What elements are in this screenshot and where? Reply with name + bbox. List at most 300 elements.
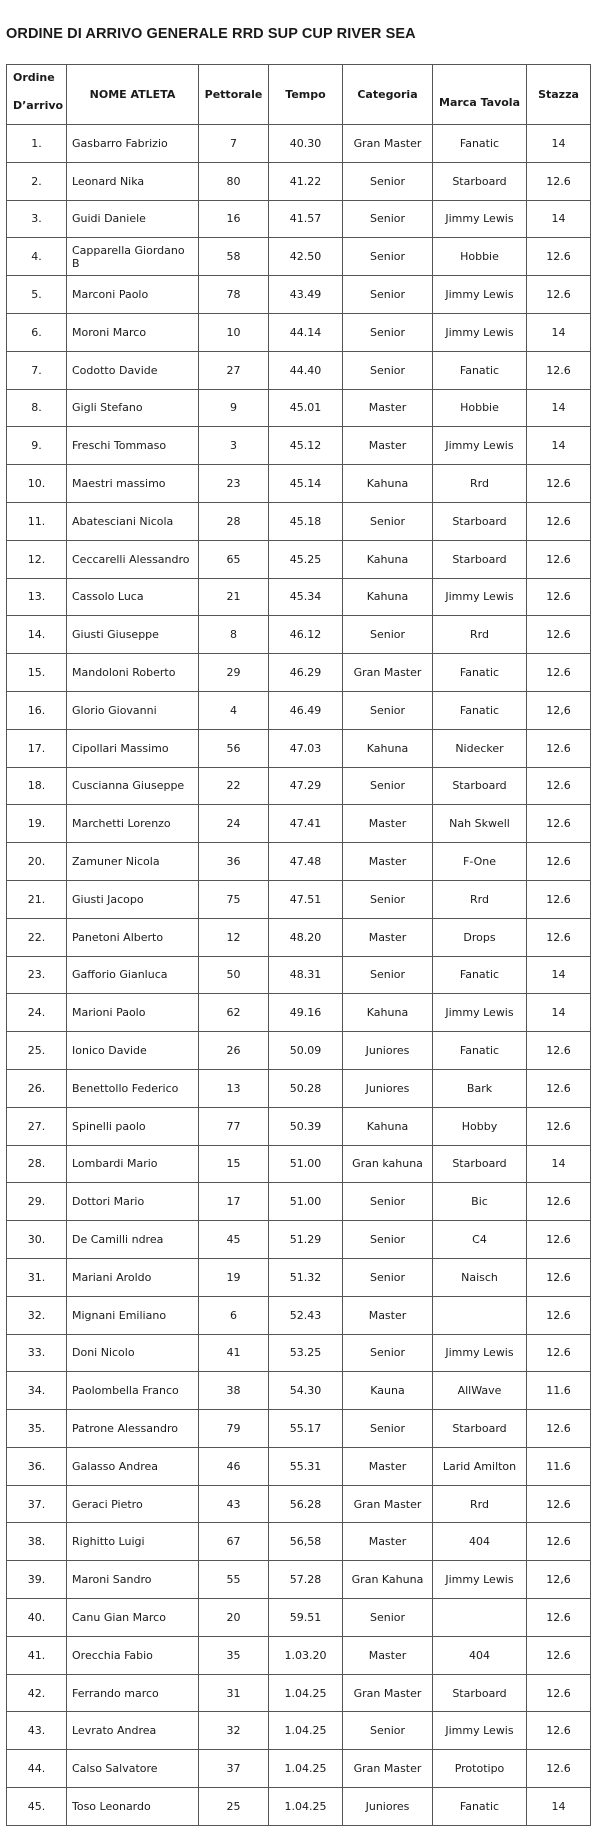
cell-ordine: 38. [7, 1523, 67, 1561]
cell-marca: Hobbie [433, 390, 527, 428]
cell-categoria: Gran Kahuna [343, 1561, 433, 1599]
cell-tempo: 55.31 [269, 1448, 343, 1486]
cell-ordine: 19. [7, 805, 67, 843]
table-row [7, 390, 591, 428]
cell-categoria: Senior [343, 1221, 433, 1259]
cell-stazza: 14 [527, 994, 591, 1032]
cell-stazza: 12.6 [527, 276, 591, 314]
cell-tempo: 1.04.25 [269, 1712, 343, 1750]
table-row [7, 957, 591, 995]
cell-tempo: 42.50 [269, 238, 343, 276]
cell-tempo: 56,58 [269, 1523, 343, 1561]
table-row [7, 1221, 591, 1259]
header-row [7, 65, 591, 125]
table-row [7, 1372, 591, 1410]
table-row [7, 805, 591, 843]
cell-marca: Fanatic [433, 352, 527, 390]
cell-ordine: 35. [7, 1410, 67, 1448]
cell-ordine: 27. [7, 1108, 67, 1146]
cell-tempo: 51.29 [269, 1221, 343, 1259]
cell-nome: Maestri massimo [67, 465, 199, 503]
cell-ordine: 25. [7, 1032, 67, 1070]
cell-marca: Larid Amilton [433, 1448, 527, 1486]
cell-stazza: 14 [527, 201, 591, 239]
cell-marca: Starboard [433, 163, 527, 201]
cell-categoria: Master [343, 1523, 433, 1561]
cell-nome: De Camilli ndrea [67, 1221, 199, 1259]
cell-marca: Rrd [433, 616, 527, 654]
cell-marca: Starboard [433, 1410, 527, 1448]
cell-tempo: 51.00 [269, 1183, 343, 1221]
header-ordine-line2: D’arrivo [13, 99, 64, 112]
cell-stazza: 12.6 [527, 1637, 591, 1675]
cell-tempo: 1.03.20 [269, 1637, 343, 1675]
cell-marca: Jimmy Lewis [433, 994, 527, 1032]
cell-stazza: 12.6 [527, 730, 591, 768]
cell-pettorale: 35 [199, 1637, 269, 1675]
cell-tempo: 47.29 [269, 768, 343, 806]
cell-stazza: 11.6 [527, 1372, 591, 1410]
cell-pettorale: 37 [199, 1750, 269, 1788]
table-row [7, 1183, 591, 1221]
cell-nome: Calso Salvatore [67, 1750, 199, 1788]
cell-pettorale: 55 [199, 1561, 269, 1599]
table-row [7, 352, 591, 390]
cell-tempo: 1.04.25 [269, 1675, 343, 1713]
cell-pettorale: 78 [199, 276, 269, 314]
cell-categoria: Senior [343, 692, 433, 730]
cell-marca: F-One [433, 843, 527, 881]
cell-categoria: Gran Master [343, 1486, 433, 1524]
cell-nome: Orecchia Fabio [67, 1637, 199, 1675]
cell-stazza: 12.6 [527, 805, 591, 843]
cell-stazza: 12.6 [527, 768, 591, 806]
cell-pettorale: 19 [199, 1259, 269, 1297]
cell-ordine: 2. [7, 163, 67, 201]
cell-ordine: 24. [7, 994, 67, 1032]
cell-categoria: Senior [343, 881, 433, 919]
cell-ordine: 13. [7, 579, 67, 617]
cell-categoria: Senior [343, 238, 433, 276]
cell-ordine: 5. [7, 276, 67, 314]
table-row [7, 768, 591, 806]
cell-nome: Abatesciani Nicola [67, 503, 199, 541]
cell-tempo: 41.57 [269, 201, 343, 239]
table-row [7, 919, 591, 957]
cell-ordine: 45. [7, 1788, 67, 1826]
table-row [7, 1523, 591, 1561]
cell-pettorale: 17 [199, 1183, 269, 1221]
cell-ordine: 28. [7, 1146, 67, 1184]
cell-categoria: Senior [343, 1335, 433, 1373]
cell-nome: Mariani Aroldo [67, 1259, 199, 1297]
cell-categoria: Kahuna [343, 1108, 433, 1146]
cell-stazza: 12.6 [527, 465, 591, 503]
table-row [7, 730, 591, 768]
header-ordine [7, 65, 67, 125]
cell-nome: Zamuner Nicola [67, 843, 199, 881]
cell-marca: Hobbie [433, 238, 527, 276]
cell-pettorale: 56 [199, 730, 269, 768]
cell-categoria: Senior [343, 201, 433, 239]
cell-stazza: 12.6 [527, 1259, 591, 1297]
cell-stazza: 12.6 [527, 843, 591, 881]
cell-ordine: 41. [7, 1637, 67, 1675]
cell-marca: Jimmy Lewis [433, 1712, 527, 1750]
cell-tempo: 1.04.25 [269, 1750, 343, 1788]
cell-ordine: 4. [7, 238, 67, 276]
cell-ordine: 20. [7, 843, 67, 881]
cell-marca: Bic [433, 1183, 527, 1221]
cell-categoria: Kahuna [343, 579, 433, 617]
cell-categoria: Gran Master [343, 125, 433, 163]
cell-tempo: 45.18 [269, 503, 343, 541]
cell-categoria: Kauna [343, 1372, 433, 1410]
cell-stazza: 12.6 [527, 616, 591, 654]
table-row [7, 1259, 591, 1297]
table-row [7, 503, 591, 541]
cell-ordine: 16. [7, 692, 67, 730]
cell-tempo: 1.04.25 [269, 1788, 343, 1826]
cell-categoria: Juniores [343, 1032, 433, 1070]
cell-ordine: 29. [7, 1183, 67, 1221]
cell-stazza: 12.6 [527, 1486, 591, 1524]
cell-ordine: 39. [7, 1561, 67, 1599]
cell-nome: Ceccarelli Alessandro [67, 541, 199, 579]
cell-nome: Panetoni Alberto [67, 919, 199, 957]
cell-nome: Guidi Daniele [67, 201, 199, 239]
table-row [7, 1448, 591, 1486]
table-row [7, 314, 591, 352]
cell-pettorale: 50 [199, 957, 269, 995]
table-row [7, 1108, 591, 1146]
cell-categoria: Senior [343, 503, 433, 541]
cell-ordine: 12. [7, 541, 67, 579]
cell-nome: Gafforio Gianluca [67, 957, 199, 995]
cell-nome: Cuscianna Giuseppe [67, 768, 199, 806]
cell-tempo: 40.30 [269, 125, 343, 163]
cell-nome: Galasso Andrea [67, 1448, 199, 1486]
cell-categoria: Senior [343, 352, 433, 390]
cell-categoria: Kahuna [343, 730, 433, 768]
cell-pettorale: 32 [199, 1712, 269, 1750]
cell-marca: Starboard [433, 541, 527, 579]
cell-marca: Jimmy Lewis [433, 314, 527, 352]
cell-pettorale: 6 [199, 1297, 269, 1335]
table-row [7, 163, 591, 201]
cell-ordine: 33. [7, 1335, 67, 1373]
cell-marca: Starboard [433, 1146, 527, 1184]
cell-marca: 404 [433, 1637, 527, 1675]
cell-pettorale: 36 [199, 843, 269, 881]
cell-categoria: Senior [343, 1410, 433, 1448]
cell-tempo: 47.41 [269, 805, 343, 843]
cell-nome: Cipollari Massimo [67, 730, 199, 768]
cell-pettorale: 75 [199, 881, 269, 919]
cell-nome: Gigli Stefano [67, 390, 199, 428]
cell-marca [433, 1297, 527, 1335]
cell-stazza: 12.6 [527, 1297, 591, 1335]
cell-nome: Codotto Davide [67, 352, 199, 390]
cell-nome: Paolombella Franco [67, 1372, 199, 1410]
cell-nome: Capparella Giordano B [67, 238, 199, 276]
cell-stazza: 14 [527, 390, 591, 428]
cell-ordine: 9. [7, 427, 67, 465]
cell-tempo: 47.03 [269, 730, 343, 768]
cell-categoria: Juniores [343, 1788, 433, 1826]
cell-categoria: Senior [343, 276, 433, 314]
cell-pettorale: 25 [199, 1788, 269, 1826]
cell-categoria: Gran Master [343, 1675, 433, 1713]
table-row [7, 1712, 591, 1750]
table-row [7, 1335, 591, 1373]
table-row [7, 1032, 591, 1070]
cell-pettorale: 21 [199, 579, 269, 617]
table-row [7, 654, 591, 692]
cell-categoria: Master [343, 427, 433, 465]
cell-stazza: 12.6 [527, 919, 591, 957]
cell-tempo: 43.49 [269, 276, 343, 314]
cell-stazza: 12.6 [527, 1410, 591, 1448]
cell-nome: Toso Leonardo [67, 1788, 199, 1826]
cell-nome: Marchetti Lorenzo [67, 805, 199, 843]
cell-tempo: 56.28 [269, 1486, 343, 1524]
cell-marca: Rrd [433, 465, 527, 503]
cell-nome: Marconi Paolo [67, 276, 199, 314]
cell-marca: Jimmy Lewis [433, 276, 527, 314]
table-row [7, 1146, 591, 1184]
cell-categoria: Master [343, 1448, 433, 1486]
table-row [7, 465, 591, 503]
cell-pettorale: 79 [199, 1410, 269, 1448]
table-row [7, 1750, 591, 1788]
cell-tempo: 46.12 [269, 616, 343, 654]
table-row [7, 1675, 591, 1713]
cell-tempo: 46.49 [269, 692, 343, 730]
cell-stazza: 12.6 [527, 1108, 591, 1146]
cell-pettorale: 26 [199, 1032, 269, 1070]
cell-stazza: 14 [527, 1788, 591, 1826]
cell-nome: Benettollo Federico [67, 1070, 199, 1108]
cell-stazza: 12,6 [527, 692, 591, 730]
cell-stazza: 12.6 [527, 881, 591, 919]
header-pettorale: Pettorale [199, 65, 269, 125]
cell-nome: Doni Nicolo [67, 1335, 199, 1373]
cell-marca: Nidecker [433, 730, 527, 768]
cell-stazza: 12.6 [527, 579, 591, 617]
cell-ordine: 6. [7, 314, 67, 352]
cell-stazza: 12.6 [527, 1750, 591, 1788]
cell-marca: Jimmy Lewis [433, 1335, 527, 1373]
cell-pettorale: 27 [199, 352, 269, 390]
cell-ordine: 21. [7, 881, 67, 919]
table-row [7, 276, 591, 314]
cell-categoria: Master [343, 390, 433, 428]
cell-ordine: 18. [7, 768, 67, 806]
cell-nome: Ferrando marco [67, 1675, 199, 1713]
cell-marca: Fanatic [433, 1788, 527, 1826]
cell-marca: C4 [433, 1221, 527, 1259]
cell-stazza: 12.6 [527, 1523, 591, 1561]
cell-nome: Spinelli paolo [67, 1108, 199, 1146]
cell-nome: Leonard Nika [67, 163, 199, 201]
cell-marca: Prototipo [433, 1750, 527, 1788]
cell-tempo: 45.34 [269, 579, 343, 617]
cell-categoria: Senior [343, 1599, 433, 1637]
cell-stazza: 12.6 [527, 1032, 591, 1070]
cell-ordine: 22. [7, 919, 67, 957]
cell-marca: Jimmy Lewis [433, 427, 527, 465]
cell-nome: Moroni Marco [67, 314, 199, 352]
cell-tempo: 50.09 [269, 1032, 343, 1070]
table-row [7, 201, 591, 239]
cell-tempo: 55.17 [269, 1410, 343, 1448]
cell-marca: Naisch [433, 1259, 527, 1297]
cell-ordine: 30. [7, 1221, 67, 1259]
cell-stazza: 14 [527, 957, 591, 995]
table-row [7, 1561, 591, 1599]
cell-nome: Maroni Sandro [67, 1561, 199, 1599]
cell-categoria: Kahuna [343, 994, 433, 1032]
cell-nome: Dottori Mario [67, 1183, 199, 1221]
cell-stazza: 12.6 [527, 1335, 591, 1373]
cell-pettorale: 7 [199, 125, 269, 163]
table-row [7, 427, 591, 465]
cell-tempo: 46.29 [269, 654, 343, 692]
cell-pettorale: 20 [199, 1599, 269, 1637]
table-row [7, 1410, 591, 1448]
cell-pettorale: 46 [199, 1448, 269, 1486]
cell-tempo: 45.01 [269, 390, 343, 428]
cell-ordine: 23. [7, 957, 67, 995]
cell-categoria: Kahuna [343, 465, 433, 503]
cell-nome: Patrone Alessandro [67, 1410, 199, 1448]
cell-marca: Drops [433, 919, 527, 957]
cell-tempo: 44.14 [269, 314, 343, 352]
cell-marca: Bark [433, 1070, 527, 1108]
cell-pettorale: 10 [199, 314, 269, 352]
cell-stazza: 12.6 [527, 541, 591, 579]
cell-stazza: 14 [527, 314, 591, 352]
header-stazza: Stazza [527, 65, 591, 125]
cell-marca: Fanatic [433, 125, 527, 163]
table-row [7, 125, 591, 163]
table-row [7, 843, 591, 881]
cell-categoria: Senior [343, 768, 433, 806]
cell-pettorale: 15 [199, 1146, 269, 1184]
cell-tempo: 52.43 [269, 1297, 343, 1335]
cell-nome: Canu Gian Marco [67, 1599, 199, 1637]
cell-pettorale: 58 [199, 238, 269, 276]
cell-stazza: 12.6 [527, 503, 591, 541]
header-nome: NOME ATLETA [67, 65, 199, 125]
cell-nome: Gasbarro Fabrizio [67, 125, 199, 163]
cell-nome: Cassolo Luca [67, 579, 199, 617]
cell-tempo: 50.28 [269, 1070, 343, 1108]
cell-ordine: 32. [7, 1297, 67, 1335]
cell-tempo: 54.30 [269, 1372, 343, 1410]
cell-ordine: 14. [7, 616, 67, 654]
cell-marca: Fanatic [433, 1032, 527, 1070]
cell-pettorale: 9 [199, 390, 269, 428]
cell-nome: Freschi Tommaso [67, 427, 199, 465]
header-tempo: Tempo [269, 65, 343, 125]
cell-nome: Levrato Andrea [67, 1712, 199, 1750]
cell-categoria: Senior [343, 1259, 433, 1297]
cell-pettorale: 12 [199, 919, 269, 957]
cell-nome: Mandoloni Roberto [67, 654, 199, 692]
cell-pettorale: 45 [199, 1221, 269, 1259]
cell-pettorale: 77 [199, 1108, 269, 1146]
cell-ordine: 26. [7, 1070, 67, 1108]
cell-tempo: 48.20 [269, 919, 343, 957]
cell-tempo: 50.39 [269, 1108, 343, 1146]
cell-stazza: 12,6 [527, 1561, 591, 1599]
cell-tempo: 45.12 [269, 427, 343, 465]
cell-categoria: Kahuna [343, 541, 433, 579]
cell-marca: Rrd [433, 1486, 527, 1524]
cell-tempo: 49.16 [269, 994, 343, 1032]
cell-tempo: 57.28 [269, 1561, 343, 1599]
cell-tempo: 51.32 [269, 1259, 343, 1297]
cell-ordine: 37. [7, 1486, 67, 1524]
cell-categoria: Master [343, 919, 433, 957]
cell-ordine: 44. [7, 1750, 67, 1788]
header-ordine-line1: Ordine [13, 71, 55, 84]
header-marca: Marca Tavola [433, 65, 527, 125]
table-row [7, 1486, 591, 1524]
cell-categoria: Juniores [343, 1070, 433, 1108]
cell-ordine: 43. [7, 1712, 67, 1750]
cell-tempo: 47.48 [269, 843, 343, 881]
cell-tempo: 41.22 [269, 163, 343, 201]
cell-stazza: 12.6 [527, 1599, 591, 1637]
cell-marca: Jimmy Lewis [433, 579, 527, 617]
cell-nome: Marioni Paolo [67, 994, 199, 1032]
cell-nome: Lombardi Mario [67, 1146, 199, 1184]
cell-pettorale: 29 [199, 654, 269, 692]
cell-stazza: 12.6 [527, 238, 591, 276]
cell-categoria: Senior [343, 1712, 433, 1750]
cell-ordine: 8. [7, 390, 67, 428]
cell-ordine: 15. [7, 654, 67, 692]
cell-pettorale: 16 [199, 201, 269, 239]
cell-ordine: 36. [7, 1448, 67, 1486]
cell-categoria: Gran kahuna [343, 1146, 433, 1184]
cell-marca [433, 1599, 527, 1637]
cell-ordine: 7. [7, 352, 67, 390]
cell-tempo: 48.31 [269, 957, 343, 995]
cell-categoria: Gran Master [343, 1750, 433, 1788]
table-row [7, 579, 591, 617]
cell-pettorale: 22 [199, 768, 269, 806]
cell-marca: Starboard [433, 768, 527, 806]
cell-ordine: 40. [7, 1599, 67, 1637]
cell-marca: 404 [433, 1523, 527, 1561]
cell-ordine: 11. [7, 503, 67, 541]
cell-tempo: 45.14 [269, 465, 343, 503]
cell-tempo: 59.51 [269, 1599, 343, 1637]
cell-categoria: Senior [343, 163, 433, 201]
cell-categoria: Senior [343, 957, 433, 995]
cell-categoria: Senior [343, 616, 433, 654]
cell-categoria: Master [343, 1297, 433, 1335]
cell-tempo: 45.25 [269, 541, 343, 579]
cell-pettorale: 41 [199, 1335, 269, 1373]
cell-tempo: 44.40 [269, 352, 343, 390]
cell-nome: Glorio Giovanni [67, 692, 199, 730]
cell-ordine: 10. [7, 465, 67, 503]
